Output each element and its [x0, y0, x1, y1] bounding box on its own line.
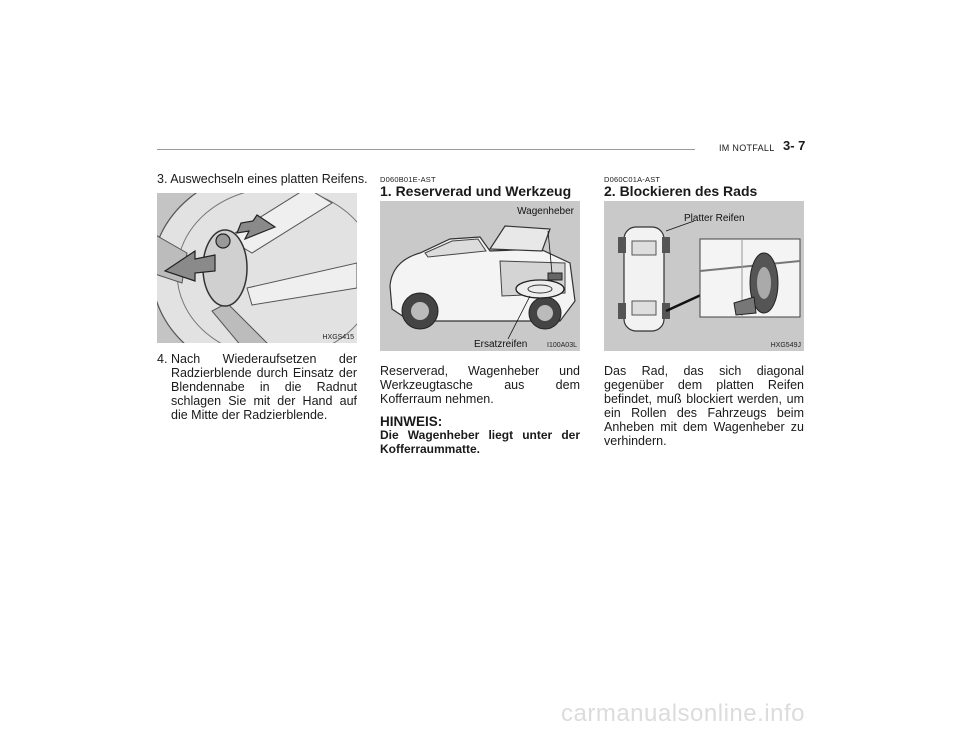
step-4-text [157, 352, 357, 422]
trunk-instructions: Reserverad, Wagenheber und Werkzeugtasche aus dem Kofferraum nehmen. [380, 364, 580, 406]
page-number: 3- 7 [783, 138, 806, 153]
wheel-block-figure [604, 201, 804, 351]
jack-label: Wagenheber [517, 206, 574, 217]
section-code: D060C01A-AST [604, 175, 661, 184]
watermark: carmanualsonline.info [561, 700, 805, 727]
header-rule [157, 149, 695, 150]
car-trunk-illustration [380, 201, 580, 351]
wheel-cover-figure [157, 193, 357, 343]
section-heading: 1. Reserverad und Werkzeug [380, 183, 572, 199]
figure-code: HXG549J [770, 342, 801, 349]
note-heading: HINWEIS: [380, 414, 443, 429]
step-4-number: 4. [157, 352, 168, 366]
section-title: IM NOTFALL [719, 143, 775, 153]
section-code: D060B01E-AST [380, 175, 436, 184]
step-4-first-line: Nach Wiederaufsetzen der [171, 352, 357, 366]
step-3-text: 3. Auswechseln eines platten Reifens. [157, 172, 368, 186]
section-heading: 2. Blockieren des Rads [604, 183, 758, 199]
note-body: Die Wagenheber liegt unter der Kofferraummatte. [380, 428, 580, 456]
step-4-body: Radzierblende durch Einsatz der Blendennabe in die Radnut schlagen Sie mit der Hand auf die Mitte der Radzierblende. [171, 366, 357, 422]
wheel-cover-illustration [157, 193, 357, 343]
spare-tire-figure [380, 201, 580, 351]
spare-tire-label: Ersatzreifen [474, 339, 528, 350]
blocking-instructions: Das Rad, das sich diagonal gegenüber dem platten Reifen befindet, muß blockiert werden, um ein Rollen des Fahrzeugs beim Anheben mit dem Wagenheber zu verhindern. [604, 364, 804, 448]
flat-tire-label: Platter Reifen [684, 213, 745, 224]
figure-code: HXGS415 [322, 334, 354, 341]
figure-code: I100A03L [547, 342, 577, 349]
